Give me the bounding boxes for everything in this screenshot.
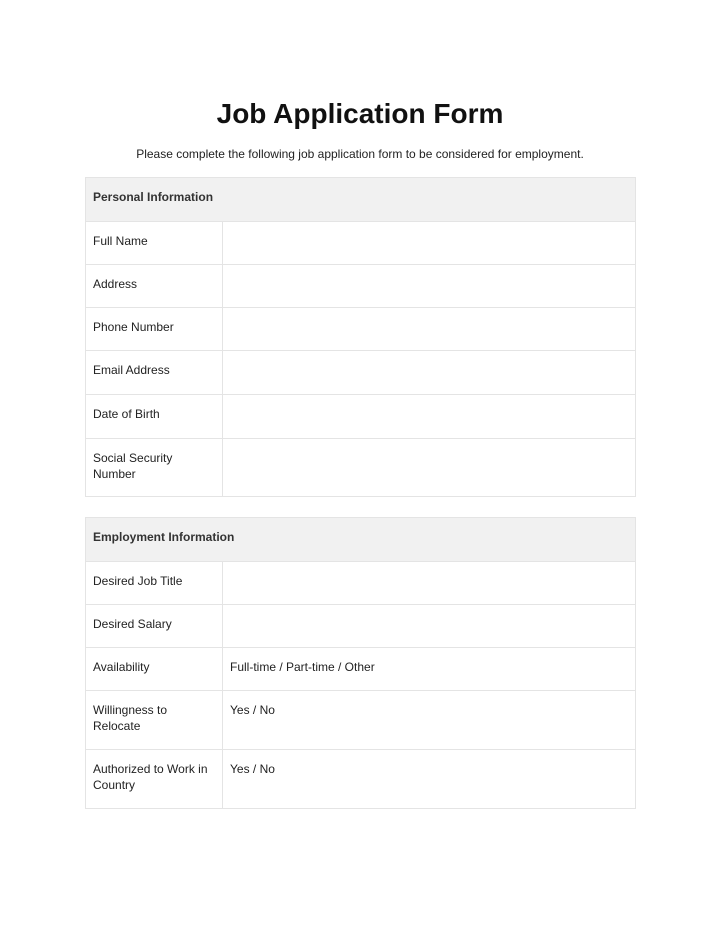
form-row-full-name (86, 222, 635, 265)
field-label: Desired Job Title (86, 562, 223, 604)
field-label: Authorized to Work in Country (86, 750, 223, 808)
date-of-birth-field[interactable] (223, 395, 635, 438)
form-row-email-address (86, 351, 635, 395)
email-address-field[interactable] (223, 351, 635, 394)
personal-information-section (85, 177, 636, 497)
phone-number-field[interactable] (223, 308, 635, 350)
authorized-to-work-field[interactable]: Yes / No (230, 762, 275, 776)
social-security-number-field[interactable] (223, 439, 635, 496)
field-label: Desired Salary (86, 605, 223, 647)
desired-job-title-field[interactable] (223, 562, 635, 604)
willingness-to-relocate-field[interactable]: Yes / No (230, 703, 275, 717)
form-row-date-of-birth (86, 395, 635, 439)
employment-information-section (85, 517, 636, 809)
address-field[interactable] (223, 265, 635, 307)
desired-salary-field[interactable] (223, 605, 635, 647)
field-label: Social Security Number (86, 439, 223, 496)
section-header: Employment Information (86, 518, 635, 562)
field-label: Availability (86, 648, 223, 690)
field-label: Full Name (86, 222, 223, 264)
form-row-social-security-number (86, 439, 635, 496)
field-label: Email Address (86, 351, 223, 394)
page-subtitle: Please complete the following job application form to be considered for employment. (136, 147, 584, 161)
form-row-desired-salary (86, 605, 635, 648)
form-row-authorized-to-work (86, 750, 635, 808)
form-row-phone-number (86, 308, 635, 351)
field-label: Willingness to Relocate (86, 691, 223, 749)
page-title: Job Application Form (216, 98, 504, 129)
field-label: Phone Number (86, 308, 223, 350)
form-row-address (86, 265, 635, 308)
field-label: Date of Birth (86, 395, 223, 438)
availability-field[interactable]: Full-time / Part-time / Other (230, 660, 375, 674)
section-header: Personal Information (86, 178, 635, 222)
form-row-desired-job-title (86, 562, 635, 605)
form-row-availability (86, 648, 635, 691)
field-label: Address (86, 265, 223, 307)
full-name-field[interactable] (223, 222, 635, 264)
form-row-willingness-to-relocate (86, 691, 635, 750)
